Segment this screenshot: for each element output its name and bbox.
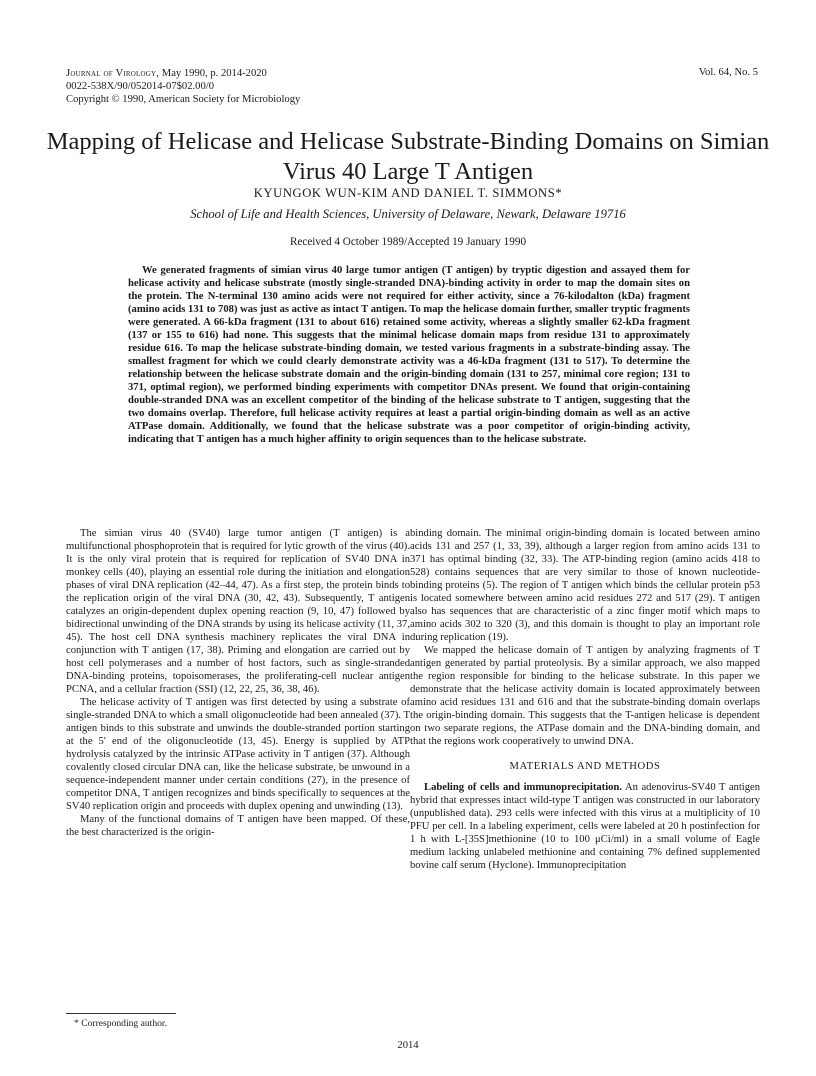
- methods-paragraph-text: An adenovirus-SV40 T antigen hybrid that expresses intact wild-type T antigen was constructed in our laboratory (unpublished data). 293 cells were infected with this virus at a multiplicity of 10 PFU per cell. In a labeling experiment, cells were labeled at 20 h postinfection for 1 h with L-[35S]methionine (10 to 100 μCi/ml) in a small volume of Eagle medium lacking unlabeled methionine and containing 7% defined supplemented bovine calf serum (Hyclone). Immunoprecipitation: [410, 782, 760, 871]
- intro-paragraph-4: binding domain. The minimal origin-binding domain is located between amino acids 131 and 257 (1, 33, 39), although a larger region from amino acids 131 to 371 has optimal binding (32, 33). The ATP-binding region (amino acids 418 to 528) contains sequences that are very similar to those of known nucleotide-binding proteins (5). The region of T antigen which binds the cellular protein p53 is located somewhere between amino acid residues 272 and 517 (29). T antigen also has sequences that are characteristic of a zinc finger motif which maps to amino acids 302 to 320 (3), and this domain is thought to play an important role during replication (19).: [410, 528, 760, 643]
- footnote-divider: [66, 1013, 176, 1014]
- methods-paragraph-1: [410, 781, 760, 872]
- intro-paragraph-2: The helicase activity of T antigen was first detected by using a substrate of single-stranded DNA to which a small oligonucleotide had been annealed (37). T antigen binds to this substrate and unwinds the double-stranded portion starting at the 5′ end of the oligonucleotide (13, 45). Energy is supplied by ATP hydrolysis catalyzed by the intrinsic ATPase activity in T antigen (37). Although covalently closed circular DNA can, like the helicase substrate, be unwound in a sequence-independent manner under certain conditions (27), in the presence of competitor DNA, T antigen recognizes and binds specifically to sequences at the SV40 replication origin and proceeds with duplex opening and unwinding (13).: [66, 697, 410, 812]
- intro-paragraph-5: We mapped the helicase domain of T antigen by analyzing fragments of T antigen generated by partial proteolysis. By a similar approach, we also mapped the region responsible for binding to the helicase substrate. In this paper we demonstrate that the helicase activity domain is located approximately between amino acid residues 131 and 616 and that the substrate-binding domain overlaps the origin-binding domain. This suggests that the T-antigen helicase is dependent on two separate regions, the ATPase domain and the DNA-binding domain, and that the regions work cooperatively to unwind DNA.: [410, 645, 760, 747]
- page-number: 2014: [397, 1040, 419, 1051]
- abstract: We generated fragments of simian virus 40 large tumor antigen (T antigen) by tryptic digestion and assayed them for helicase activity and helicase substrate (mostly single-stranded DNA)-binding activity in order to map the domain sites on the protein. The N-terminal 130 amino acids were not required for either activity, since a 76-kilodalton (kDa) fragment (amino acids 131 to 708) was just as active as intact T antigen. To map the helicase domain further, smaller tryptic fragments were generated. A 66-kDa fragment (131 to about 616) retained some activity, whereas a slightly smaller 62-kDa fragment (137 or 155 to 616) had none. This suggests that the minimal helicase domain maps from residue 131 to approximately residue 616. To map the helicase substrate-binding domain, we tested various fragments in a substrate-binding assay. The smallest fragment for which we could clearly demonstrate activity was a 46-kDa fragment (131 to 517). To determine the relationship between the helicase substrate domain and the origin-binding domain (131 to 257, minimal core region; 131 to 371, optimal region), we performed binding experiments with competitor DNAs present. We found that origin-containing double-stranded DNA was an excellent competitor of the binding of the helicase substrate to T antigen, suggesting that the two domains overlap. Therefore, full helicase activity requires at least a partial origin-binding domain as well as an active ATPase domain. Additionally, we found that the helicase substrate was a poor competitor of origin-binding activity, indicating that T antigen has a much higher affinity to origin sequences than to the helicase substrate.: [128, 265, 690, 445]
- journal-header: [66, 67, 300, 107]
- journal-date-pages: May 1990, p. 2014-2020: [161, 68, 267, 79]
- right-column: [410, 527, 760, 872]
- journal-copyright: Copyright © 1990, American Society for Microbiology: [66, 94, 301, 106]
- article-authors: KYUNGOK WUN-KIM AND DANIEL T. SIMMONS*: [253, 186, 563, 200]
- footnote: * Corresponding author.: [74, 1018, 167, 1029]
- section-heading-methods: MATERIALS AND METHODS: [509, 761, 661, 772]
- journal-volume: Vol. 64, No. 5: [698, 67, 758, 78]
- article-affiliation: School of Life and Health Sciences, University of Delaware, Newark, Delaware 19716: [190, 207, 626, 221]
- methods-subheading: Labeling of cells and immunoprecipitation.: [424, 782, 622, 793]
- article-title: Mapping of Helicase and Helicase Substrate-Binding Domains on Simian Virus 40 Large T Antigen: [46, 128, 770, 185]
- journal-name: Journal of Virology,: [66, 68, 160, 79]
- left-column: [66, 527, 410, 839]
- intro-paragraph-3: Many of the functional domains of T antigen have been mapped. Of these, the best characterized is the origin-: [66, 814, 410, 838]
- intro-paragraph-1: The simian virus 40 (SV40) large tumor antigen (T antigen) is a multifunctional phosphoprotein that is required for lytic growth of the virus (40). It is the only viral protein that is required for replication of SV40 DNA in monkey cells (40), playing an essential role during the initiation and elongation phases of viral DNA replication (42–44, 47). As a first step, the protein binds to the replication origin of the viral DNA (30, 42, 43). Subsequently, T antigen catalyzes an origin-dependent duplex opening reaction (9, 10, 47) followed by bidirectional unwinding of the DNA strands by using its helicase activity (11, 37, 45). The host cell DNA synthesis machinery replicates the viral DNA in conjunction with T antigen (17, 38). Priming and elongation are carried out by host cell polymerases and a number of host factors, such as single-stranded DNA-binding proteins, topoisomerases, the proliferating-cell nuclear antigen PCNA, and a cellular fraction (SSI) (12, 22, 25, 36, 38, 46).: [66, 528, 410, 695]
- journal-issn: 0022-538X/90/052014-07$02.00/0: [66, 81, 215, 93]
- received-dates: Received 4 October 1989/Accepted 19 January 1990: [289, 236, 527, 248]
